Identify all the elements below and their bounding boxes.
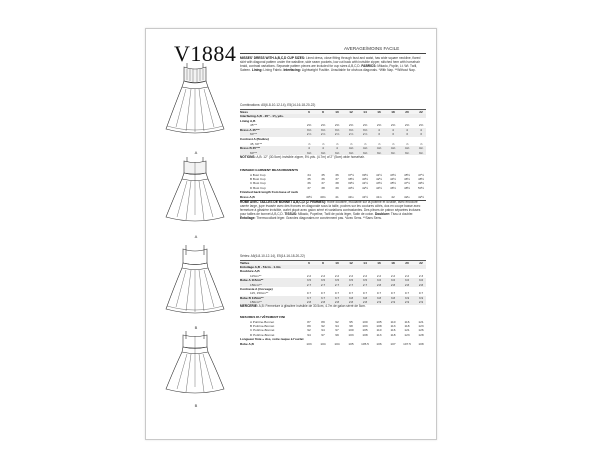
difficulty-label: AVERAGE/MOINS FACILE [344, 46, 400, 51]
table-cell: 3 [392, 132, 394, 137]
table-cell: 0.7 [418, 291, 424, 296]
table-cell: 3⅝ [306, 127, 312, 132]
table-cell: ⅞ [307, 141, 311, 146]
table-cell: 42¼ [403, 194, 411, 199]
table-cell: 3.9 [404, 295, 410, 300]
table-cell: 0.7 [348, 291, 354, 296]
view-a-front-drawing [156, 59, 234, 149]
table-cell: 89 [307, 323, 311, 328]
table-cell: 123 [404, 332, 410, 337]
table-cell: ⅞ [321, 141, 325, 146]
table-cell: 94 [321, 328, 325, 333]
table-cell: 3.5 [320, 278, 326, 283]
table-cell: 97 [335, 328, 339, 333]
table-cell: 2.7 [334, 282, 340, 287]
table-cell: 50½ [417, 185, 425, 190]
description-french: ROBE AVEC TAILLES DE BONNET A,B,C,D (J. FEMMES): Robe doublée, moulante sur la poitrine et la taille, avec encolure carrée large, jupe évasée avec des fronces en diagonale sous la taille, poches sur les coutures côtés, dos en coupe basse avec fermeture à glissière invisible, ourlet piqué avec galon sérré et variations contrastantes. Des pièces de patron séparées incluses pour tailles de bonnet A,B,C,D. TISSUS: Mikado, Popeline, Twill de poids léger, Satin de coton. Doublure: Tissu à doubler. Entoilage: Thermocollant léger. Grandes diagonales ne conviennent pas. *Avec Sens. **Sans Sens. [240, 200, 421, 220]
table-cell: 3.7 [306, 295, 312, 300]
table-cell: 2.8 [376, 282, 382, 287]
table-cell: 4 [322, 146, 324, 151]
row-label: 60"** [250, 132, 257, 137]
table-cell: 2.8 [306, 300, 312, 305]
table-cell: 94 [307, 332, 311, 337]
table-cell: 41½ [361, 194, 369, 199]
table-cell: 118 [404, 323, 410, 328]
table-cell: 3.8 [362, 295, 368, 300]
table-cell: 105 [362, 328, 368, 333]
table-cell: 41½ [361, 181, 369, 186]
table-cell: 42½ [417, 194, 425, 199]
table-cell: 3.5 [348, 278, 354, 283]
table-cell: 2.7 [348, 282, 354, 287]
row-label: Lining A,B [240, 118, 256, 123]
table-cell: 2.8 [334, 300, 340, 305]
table-cell: 2.2 [320, 273, 326, 278]
table-cell: 2.8 [348, 300, 354, 305]
row-label: Robe B 115cm** [240, 295, 264, 300]
table-cell: 100 [348, 328, 354, 333]
row-label: Dress A,B [240, 194, 255, 199]
table-cell: 108 [418, 341, 424, 346]
table-cell: 40¾ [319, 194, 327, 199]
view-letter: B [194, 403, 198, 408]
table-cell: 3⅝ [320, 127, 326, 132]
table-cell: ⅞ [349, 141, 353, 146]
table-cell: 110 [390, 319, 396, 324]
table-cell: 2⅞ [362, 132, 368, 137]
table-cell: 2⅞ [334, 132, 340, 137]
notions-english: NOTIONS: A,B: 12" (30.5cm) invisible zipper, 5⅛ yds. (4.7m) of 2" (5cm) wide horsehair. [240, 155, 365, 159]
view-letter: A [194, 234, 198, 239]
table-cell: 2.2 [334, 273, 340, 278]
row-label: Interfacing A,B - 20" - 1⅛ yds. [240, 114, 284, 118]
table-cell: 3⅝ [334, 127, 340, 132]
size-header-row: Sizes 6 8 10 12 14 16 18 20 22 [240, 109, 426, 115]
table-cell: ⅞ [363, 141, 367, 146]
table-row [240, 195, 426, 199]
table-cell: 2⅜ [362, 123, 368, 128]
table-cell: 2⅞ [306, 132, 312, 137]
table-cell: 2⅜ [348, 123, 354, 128]
table-cell: 103 [362, 323, 368, 328]
row-label: 60"** [250, 150, 257, 155]
table-cell: 3.8 [376, 295, 382, 300]
table-cell: 40½ [347, 185, 355, 190]
table-cell: ⅞ [377, 141, 381, 146]
row-label: D Poitrine-Bonnet [250, 332, 275, 337]
table-cell: 2.2 [376, 273, 382, 278]
table-cell: 3.5 [334, 278, 340, 283]
table-cell: 4 [378, 127, 380, 132]
table-cell: 3.9 [418, 295, 424, 300]
table-cell: 41½ [375, 172, 383, 177]
row-label: Contraste A (Corsage) [240, 287, 273, 291]
table-cell: 108 [362, 332, 368, 337]
table-cell: 0.7 [306, 291, 312, 296]
table-cell: ⅞ [335, 141, 339, 146]
table-cell: 2.9 [390, 300, 396, 305]
table-cell: 3⅛ [362, 150, 368, 155]
table-cell: 103 [306, 341, 312, 346]
table-cell: 2.2 [348, 273, 354, 278]
table-cell: 105 [376, 319, 382, 324]
table-cell: 106 [376, 341, 382, 346]
table-cell: 2⅜ [334, 123, 340, 128]
table-cell: 2.3 [418, 273, 424, 278]
table-cell: 2.8 [320, 300, 326, 305]
table-cell: 47½ [417, 172, 425, 177]
table-cell: 3⅝ [348, 127, 354, 132]
row-label: 45, 60"** [250, 141, 263, 146]
table-cell: 99 [335, 332, 339, 337]
table-cell: 94 [335, 323, 339, 328]
table-cell: 2.8 [404, 282, 410, 287]
table-cell: 113 [390, 323, 396, 328]
finished-measurements-title-english: FINISHED GARMENT MEASUREMENTS [240, 168, 299, 172]
table-cell: 128 [418, 332, 424, 337]
table-cell: 2.2 [390, 273, 396, 278]
combinations-french: Séries: A5(6-8-10-12-14), E5(14-16-18-20-22) [240, 254, 305, 258]
back-length-label-english: Finished back length from base of neck [240, 190, 299, 194]
row-label: 150cm** [250, 300, 262, 305]
table-cell: 37 [307, 185, 311, 190]
row-label: B Poitrine-Bonnet [250, 323, 275, 328]
row-label: D Bust Cup [250, 185, 266, 190]
table-cell: 48½ [403, 185, 411, 190]
table-cell: ⅞ [391, 141, 395, 146]
row-label: Dress A 45"** [240, 127, 260, 132]
table-cell: 97 [321, 332, 325, 337]
table-cell: 39½ [347, 181, 355, 186]
view-letter: B [194, 325, 198, 330]
table-cell: 3.6 [418, 278, 424, 283]
table-cell: 4⅛ [376, 146, 382, 151]
row-label: 115, 150cm** [250, 291, 269, 296]
table-cell: 3¼ [418, 150, 424, 155]
table-cell: 110 [376, 328, 382, 333]
table-cell: 41 [335, 194, 339, 199]
table-cell: 108 [376, 323, 382, 328]
row-label: B Bust Cup [250, 176, 266, 181]
table-cell: 44½ [375, 185, 383, 190]
size-header-row-french: Tailles 6 8 10 12 14 16 18 20 22 [240, 260, 426, 266]
table-cell: 4 [392, 127, 394, 132]
table-cell: ⅞ [405, 141, 409, 146]
table-cell: 95 [349, 319, 353, 324]
view-a-back-drawing [156, 155, 234, 235]
table-cell: 38 [335, 181, 339, 186]
table-cell: 47½ [403, 181, 411, 186]
table-cell: 38½ [347, 176, 355, 181]
table-cell: 116 [390, 328, 396, 333]
table-cell: 36 [321, 176, 325, 181]
table-cell: 4⅛ [362, 146, 368, 151]
table-cell: 39½ [361, 172, 369, 177]
row-label: 115cm** [250, 273, 262, 278]
table-cell: 4¼ [418, 146, 424, 151]
table-cell: 3⅝ [362, 127, 368, 132]
table-cell: 3⅛ [348, 150, 354, 155]
table-cell: 37 [335, 176, 339, 181]
table-cell: 48½ [417, 176, 425, 181]
table-cell: 3.6 [376, 278, 382, 283]
table-cell: 43½ [389, 172, 397, 177]
table-row [240, 342, 426, 346]
row-label: Contrast A (Bodice) [240, 137, 269, 141]
table-cell: 3.7 [334, 295, 340, 300]
table-cell: 44½ [389, 176, 397, 181]
table-cell: 42½ [361, 185, 369, 190]
table-cell: 4⅛ [404, 146, 410, 151]
row-label: A Poitrine-Bonnet [250, 319, 275, 324]
view-b-front-drawing [156, 241, 234, 327]
table-cell: 116 [404, 319, 410, 324]
table-cell: 123 [418, 323, 424, 328]
table-cell: 3.8 [348, 295, 354, 300]
row-label: 45"** [250, 123, 257, 128]
table-cell: 0.7 [404, 291, 410, 296]
table-cell: 2⅜ [404, 123, 410, 128]
combinations-english: Combinations: A5(6-8-10-12-14), E5(14-16-18-20-22) [240, 103, 316, 107]
table-cell: 104 [320, 341, 326, 346]
table-cell: 35 [307, 176, 311, 181]
table-cell: 2.2 [362, 273, 368, 278]
table-cell: 2.7 [306, 282, 312, 287]
description-english: MISSES' DRESS WITH A,B,C,D CUP SIZES: Lined dress, close fitting through bust and waist, has wide square neckline, flared skirt with diagonal pattern under the waistline, side seam pockets, low cut back with invisible zipper, stitched hem with horsehair braid, contrast variations. Separate pattern pieces are included for cup sizes A,B,C,D. FABRICS: Mikado, Poplin, Lt. Wt. Twill, Sateen. Lining: Lining Fabric. Interfacing: Lightweight Fusible. Unsuitable for obvious diagonals. *With Nap. **Without Nap. [240, 56, 421, 72]
table-cell: 2.7 [320, 282, 326, 287]
pattern-envelope-back [145, 28, 437, 440]
table-cell: 0.7 [362, 291, 368, 296]
table-cell: 104 [334, 341, 340, 346]
table-cell: 2⅞ [348, 132, 354, 137]
back-length-label-french: Longueur finie » dos, votre nuque à l'ourlet [240, 337, 304, 341]
table-cell: 2.2 [404, 273, 410, 278]
header-rule [240, 53, 426, 54]
row-label: Robe A,B [240, 341, 254, 346]
table-cell: 2.9 [418, 300, 424, 305]
table-cell: 41¾ [375, 194, 383, 199]
table-cell: 100 [362, 319, 368, 324]
table-cell: 2.8 [390, 282, 396, 287]
table-cell: 2⅞ [320, 132, 326, 137]
table-cell: 3.8 [390, 295, 396, 300]
table-cell: 37½ [347, 172, 355, 177]
table-cell: 107.5 [403, 341, 411, 346]
table-cell: 92 [321, 323, 325, 328]
table-cell: 2.8 [362, 300, 368, 305]
table-cell: 0.7 [390, 291, 396, 296]
table-cell: 3¼ [390, 150, 396, 155]
row-label: A Bust Cup [250, 172, 266, 177]
table-cell: 0.7 [376, 291, 382, 296]
row-label: C Bust Cup [250, 181, 266, 186]
table-cell: 45½ [403, 172, 411, 177]
table-cell: 0.7 [334, 291, 340, 296]
table-cell: 89 [321, 319, 325, 324]
table-cell: 107 [390, 341, 396, 346]
table-cell: 42½ [375, 176, 383, 181]
table-cell: 3¼ [376, 150, 382, 155]
table-cell: 40½ [305, 194, 313, 199]
view-b-back-drawing [156, 329, 234, 405]
table-cell: 105 [348, 341, 354, 346]
table-cell: 3⅛ [306, 150, 312, 155]
table-cell: 98 [349, 323, 353, 328]
table-cell: 3 [406, 132, 408, 137]
table-cell: 4⅛ [348, 146, 354, 151]
table-cell: 92 [335, 319, 339, 324]
row-label: Robe A 115cm** [240, 278, 264, 283]
table-cell: 2⅜ [376, 123, 382, 128]
table-cell: 121 [418, 319, 424, 324]
notions-french: MERCERIE: A,B: Fermeture à glissière invisible de 30.5cm, 4.7m de galon sérré de 5cm. [240, 304, 366, 308]
table-cell: 38 [321, 185, 325, 190]
table-cell: 36 [307, 181, 311, 186]
table-cell: 2.9 [376, 300, 382, 305]
table-cell: 0.7 [320, 291, 326, 296]
table-cell: 3 [378, 132, 380, 137]
table-cell: 4 [420, 127, 422, 132]
table-cell: 2⅜ [390, 123, 396, 128]
table-cell: 3¼ [404, 150, 410, 155]
table-cell: 49½ [417, 181, 425, 186]
row-label: Entoilage A,B - 51cm - 1.3m [240, 265, 281, 269]
table-cell: 2.8 [418, 282, 424, 287]
row-label: Dress B 45"** [240, 146, 260, 151]
table-cell: 36 [335, 172, 339, 177]
table-cell: 87 [307, 319, 311, 324]
table-cell: 2.2 [306, 273, 312, 278]
table-cell: 2.9 [404, 300, 410, 305]
table-cell: 3.6 [404, 278, 410, 283]
table-cell: ⅞ [419, 141, 423, 146]
table-cell: 105.5 [361, 341, 369, 346]
table-cell: 46½ [389, 185, 397, 190]
table-cell: 37 [321, 181, 325, 186]
table-cell: 45½ [389, 181, 397, 186]
view-letter: A [194, 150, 198, 155]
table-cell: 40½ [361, 176, 369, 181]
table-cell: 3⅛ [334, 150, 340, 155]
table-cell: 118 [390, 332, 396, 337]
table-cell: 43½ [375, 181, 383, 186]
table-cell: 121 [404, 328, 410, 333]
finished-measurements-title-french: MESURES DU VÊTEMENT FINI [240, 315, 286, 319]
row-label: C Poitrine-Bonnet [250, 328, 275, 333]
table-cell: 3⅛ [320, 150, 326, 155]
pattern-number: V1884 [174, 41, 237, 66]
table-cell: 103 [348, 332, 354, 337]
table-cell: 35 [321, 172, 325, 177]
table-cell: 92 [307, 328, 311, 333]
table-cell: 2⅜ [320, 123, 326, 128]
table-cell: 39 [335, 185, 339, 190]
table-cell: 2.7 [362, 282, 368, 287]
table-cell: 3.7 [320, 295, 326, 300]
table-cell: 46½ [403, 176, 411, 181]
table-cell: 4 [308, 146, 310, 151]
table-cell: 113 [376, 332, 382, 337]
table-cell: 4 [406, 127, 408, 132]
table-cell: 41¼ [347, 194, 355, 199]
row-label: Doublure A,B [240, 269, 260, 274]
table-cell: 2⅜ [306, 123, 312, 128]
table-cell: 4 [336, 146, 338, 151]
table-cell: 3 [420, 132, 422, 137]
table-cell: 4⅛ [390, 146, 396, 151]
table-cell: 3.5 [362, 278, 368, 283]
table-cell: 3.5 [306, 278, 312, 283]
table-cell: 126 [418, 328, 424, 333]
table-cell: 34 [307, 172, 311, 177]
table-cell: 3.6 [390, 278, 396, 283]
row-label: 150cm** [250, 282, 262, 287]
table-cell: 2⅜ [418, 123, 424, 128]
table-cell: 42 [391, 194, 395, 199]
